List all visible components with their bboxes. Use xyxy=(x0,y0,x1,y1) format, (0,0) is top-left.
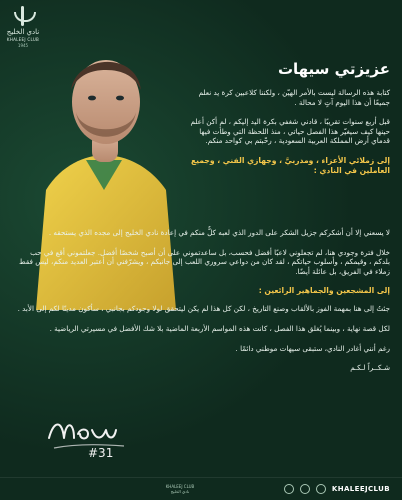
letter-paragraph: رغم أنني أغادر النادي، ستبقى سيهات موطني دائمًا . xyxy=(235,343,390,353)
social-links xyxy=(284,484,390,494)
letter-body xyxy=(12,228,390,383)
footer-handle[interactable]: KHALEEJCLUB xyxy=(331,485,390,493)
letter-paragraph: خلال فترة وجودي هنا، لم تجعلوني لاعبًا أفضل فحسب، بل ساعدتموني على أن أصبح شخصًا أفضل. جعلتموني أقع في حب بلدكم ، وقيمكم ، وأسلوب حياتكم ، لقد كان من دواعي سروري اللعب إلى جانبكم ، ويشرّفني أن أعتبر العديد منكم، ليس فقط زملاء في الفريق، بل عائلة أيضًا. xyxy=(19,247,390,276)
letter-signoff: شـكــراً لـكـم xyxy=(350,363,390,373)
footer xyxy=(0,477,402,500)
signature xyxy=(44,410,134,460)
letter-paragraph: لا يسعني إلا أن أشكركم جزيل الشكر على الدور الذي لعبه كلٌّ منكم في إعادة نادي الخليج إلى مجده الذي يستحقه . xyxy=(48,228,390,237)
section-heading-teammates: إلى زملائي الأعزاء ، ومدربيَّ ، وجهازي الفني ، وجميع العاملين في النادي : xyxy=(191,155,390,175)
instagram-icon[interactable] xyxy=(284,484,294,494)
letter-paragraph: لكل قصة نهاية ، وبينما يُغلق هذا الفصل ، كانت هذه المواسم الأربعة الماضية بلا شك الأفضل في مسيرتي الرياضية . xyxy=(49,323,390,333)
section-heading-fans: إلى المشجعين والجماهير الرائعين : xyxy=(258,286,390,296)
letter-paragraph: قبل أربع سنوات تقريبًا ، قادني شغفي بكرة اليد إليكم ، لم أكن أعلم حينها كيف سيغيّر هذا الفصل حياتي ، منذ اللحظة التي وطأت فيها قدماي أرض المملكة العربية السعودية ، رحّبتم بي كواحد منكم. xyxy=(190,117,390,146)
letter-paragraph: كتابة هذه الرسالة ليست بالأمر الهيّن ، ولكننا كلاعبين كرة يد نعلم جميعًا أن هذا اليوم آتٍ لا محالة . xyxy=(198,88,390,107)
logo-year: 1945 xyxy=(17,43,29,48)
footer-english: KHALEEJ CLUB xyxy=(165,484,195,489)
logo-english-text: KHALEEJ CLUB xyxy=(6,37,40,42)
letter-title: عزيزتي سيهات xyxy=(277,60,390,78)
signature-number: #31 xyxy=(88,446,114,460)
letter-top xyxy=(180,60,390,184)
snapchat-icon[interactable] xyxy=(316,484,326,494)
twitter-icon[interactable] xyxy=(300,484,310,494)
letter-paragraph: جئتُ إلى هنا بمهمة الفوز بالألقاب وصنع التاريخ ، لكن كل هذا لم يكن ليتحقق لولا وجودكم بجانبي ، سأكون مدينًا لكم إلى الأبد . xyxy=(17,304,390,314)
footer-logo xyxy=(150,484,210,494)
footer-arabic: نادي الخليج xyxy=(170,489,190,494)
logo-arabic-text: نادي الخليج xyxy=(6,28,40,36)
